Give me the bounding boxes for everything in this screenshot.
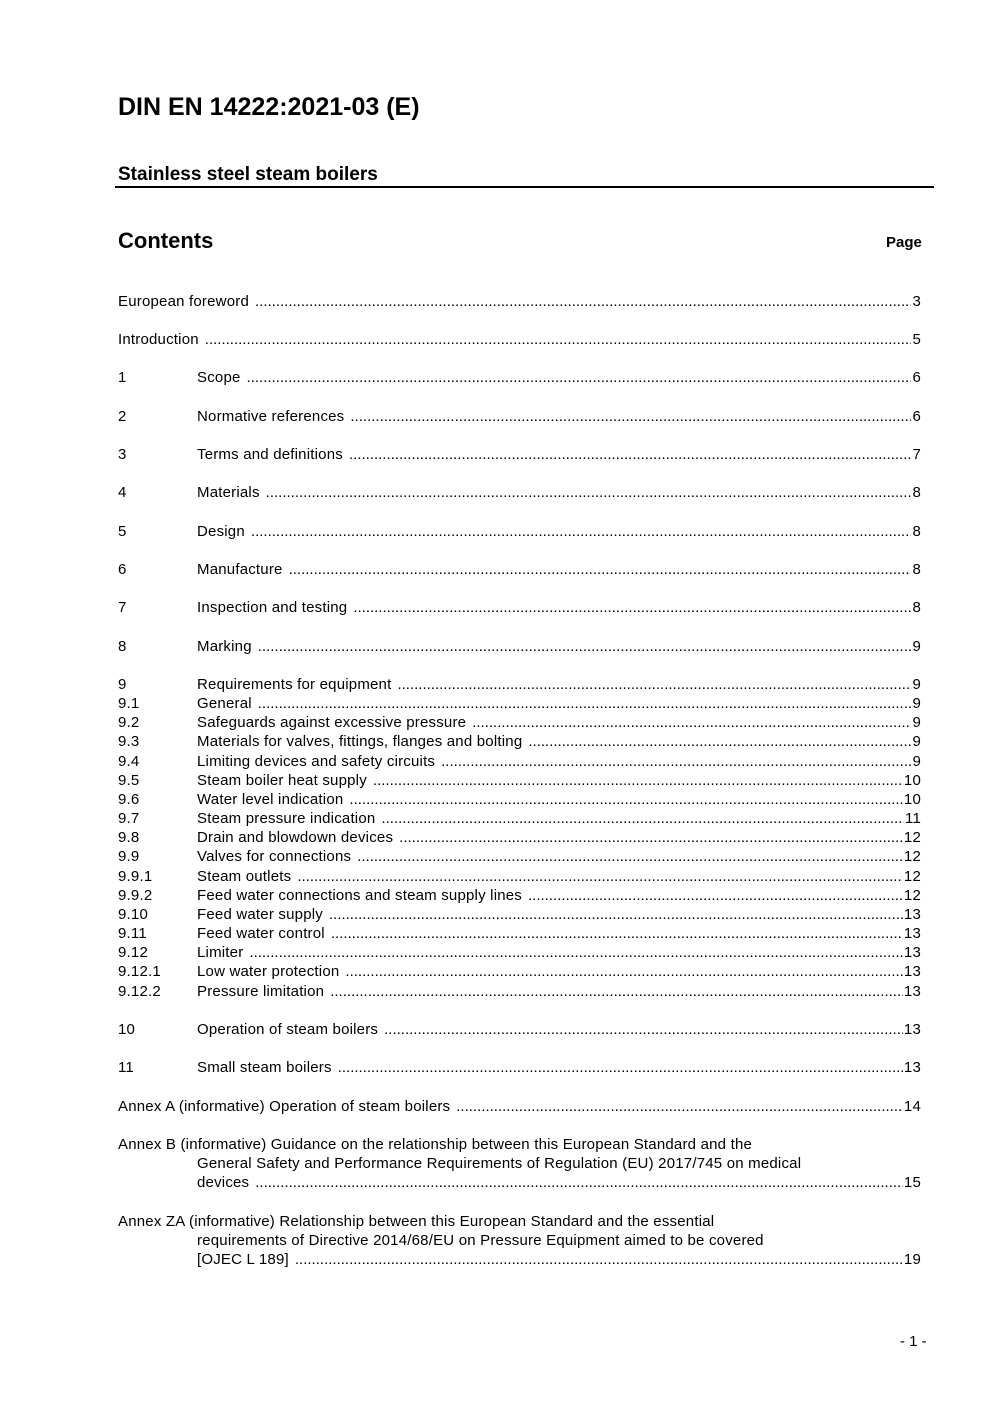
toc-section-title: Normative references	[197, 408, 345, 425]
toc-section-number: 9.9.2	[118, 887, 153, 904]
toc-page-number: 12	[903, 887, 921, 904]
toc-entry[interactable]	[118, 637, 921, 656]
toc-section-number: 9.11	[118, 925, 147, 942]
toc-dot-leader	[295, 1250, 903, 1269]
toc-section-number: 5	[118, 523, 127, 540]
toc-dot-leader	[349, 445, 912, 464]
toc-section-title: Materials for valves, fittings, flanges and bolting	[197, 733, 523, 750]
toc-page-number: 13	[903, 925, 921, 942]
toc-dot-leader	[528, 886, 903, 905]
toc-section-number: 9.4	[118, 753, 140, 770]
toc-annex-entry[interactable]	[118, 1135, 921, 1193]
toc-page-number: 19	[903, 1251, 921, 1269]
toc-line	[118, 905, 921, 924]
toc-annex-title: [OJEC L 189]	[197, 1251, 289, 1269]
toc-page-number: 11	[905, 810, 921, 827]
toc-dot-leader	[329, 905, 903, 924]
toc-dot-leader	[456, 1097, 903, 1116]
toc-section-number: 9.9.1	[118, 868, 153, 885]
toc-line	[118, 598, 921, 617]
toc-entry[interactable]	[118, 867, 921, 886]
toc-dot-leader	[255, 292, 911, 311]
toc-section-number: 2	[118, 408, 127, 425]
toc-line	[118, 330, 921, 349]
toc-line	[118, 292, 921, 311]
toc-line	[118, 368, 921, 387]
page-number: - 1 -	[900, 1333, 927, 1350]
toc-page-number: 7	[912, 446, 921, 463]
toc-line	[118, 522, 921, 541]
toc-page-number: 12	[903, 829, 921, 846]
toc-section-title: Materials	[197, 484, 260, 501]
document-id: DIN EN 14222:2021-03 (E)	[118, 93, 420, 121]
toc-section-title: Introduction	[118, 331, 199, 348]
toc-entry[interactable]	[118, 368, 921, 387]
toc-line	[118, 828, 921, 847]
toc-line	[118, 943, 921, 962]
toc-line	[118, 809, 921, 828]
toc-section-number: 11	[118, 1059, 134, 1076]
toc-page-number: 15	[903, 1174, 921, 1192]
toc-line	[118, 1250, 921, 1269]
toc-section-number: 6	[118, 561, 127, 578]
toc-section-number: 1	[118, 369, 127, 386]
toc-line	[118, 867, 921, 886]
toc-dot-leader	[249, 943, 902, 962]
toc-section-title: Safeguards against excessive pressure	[197, 714, 467, 731]
toc-line	[118, 790, 921, 809]
toc-section-number: 9.6	[118, 791, 140, 808]
toc-section-number: 9.8	[118, 829, 140, 846]
toc-page-number: 13	[903, 963, 921, 980]
toc-section-title: Limiter	[197, 944, 244, 961]
toc-dot-leader	[258, 694, 912, 713]
toc-line	[118, 637, 921, 656]
toc-section-number: 7	[118, 599, 127, 616]
toc-entry[interactable]	[118, 943, 921, 962]
toc-section-title: Steam boiler heat supply	[197, 772, 367, 789]
toc-entry[interactable]	[118, 752, 921, 771]
toc-section-number: 9.1	[118, 695, 140, 712]
toc-page-number: 12	[903, 868, 921, 885]
toc-section-title: Scope	[197, 369, 241, 386]
toc-section-number: 9.2	[118, 714, 140, 731]
toc-section-number: 9.12	[118, 944, 148, 961]
toc-section-title: Steam outlets	[197, 868, 292, 885]
toc-section-title: Valves for connections	[197, 848, 352, 865]
toc-dot-leader	[251, 522, 912, 541]
toc-dot-leader	[397, 675, 911, 694]
toc-page-number: 13	[903, 1059, 921, 1076]
toc-line	[118, 694, 921, 713]
toc-entry[interactable]	[118, 924, 921, 943]
toc-dot-leader	[399, 828, 903, 847]
toc-page-number: 9	[912, 753, 921, 770]
toc-entry[interactable]	[118, 407, 921, 426]
toc-annex-title-line: General Safety and Performance Requirements of Regulation (EU) 2017/745 on medical	[197, 1155, 802, 1173]
toc-section-title: European foreword	[118, 293, 249, 310]
toc-entry[interactable]	[118, 1020, 921, 1039]
toc-entry[interactable]	[118, 982, 921, 1001]
toc-section-title: Operation of steam boilers	[197, 1021, 379, 1038]
document-title: Stainless steel steam boilers	[118, 164, 378, 185]
toc-line	[118, 1097, 921, 1116]
toc-dot-leader	[297, 867, 903, 886]
toc-section-number: 9.9	[118, 848, 140, 865]
toc-section-title: Pressure limitation	[197, 983, 325, 1000]
toc-dot-leader	[289, 560, 912, 579]
toc-section-title: Feed water supply	[197, 906, 323, 923]
toc-section-number: 8	[118, 638, 127, 655]
toc-line	[118, 1173, 921, 1192]
toc-line	[118, 962, 921, 981]
toc-annex-title: devices	[197, 1174, 250, 1192]
toc-page-number: 3	[912, 293, 921, 310]
toc-line	[118, 1058, 921, 1077]
toc-section-title: Low water protection	[197, 963, 340, 980]
toc-page-number: 10	[903, 772, 921, 789]
toc-section-number: 3	[118, 446, 127, 463]
toc-annex-entry[interactable]	[118, 1097, 921, 1116]
toc-page-number: 6	[912, 369, 921, 386]
toc-line	[118, 752, 921, 771]
contents-heading: Contents	[118, 228, 214, 253]
toc-page-number: 10	[903, 791, 921, 808]
toc-dot-leader	[381, 809, 904, 828]
toc-entry[interactable]	[118, 713, 921, 732]
toc-section-title: Limiting devices and safety circuits	[197, 753, 436, 770]
toc-entry[interactable]	[118, 483, 921, 502]
toc-dot-leader	[205, 330, 912, 349]
toc-entry[interactable]	[118, 445, 921, 464]
toc-dot-leader	[266, 483, 912, 502]
toc-dot-leader	[345, 962, 903, 981]
toc-line	[118, 560, 921, 579]
toc-dot-leader	[528, 732, 911, 751]
toc-line	[118, 713, 921, 732]
toc-dot-leader	[373, 771, 903, 790]
toc-annex-title-line: Annex ZA (informative) Relationship between this European Standard and the essential	[118, 1213, 715, 1230]
toc-line	[118, 407, 921, 426]
toc-entry[interactable]	[118, 330, 921, 349]
toc-annex-title: Annex A (informative) Operation of steam boilers	[118, 1098, 451, 1115]
toc-annex-title-line: requirements of Directive 2014/68/EU on Pressure Equipment aimed to be covered	[197, 1232, 764, 1250]
toc-section-title: Water level indication	[197, 791, 344, 808]
toc-page-number: 6	[912, 408, 921, 425]
toc-entry[interactable]	[118, 809, 921, 828]
toc-page-number: 5	[912, 331, 921, 348]
toc-page-number: 13	[903, 1021, 921, 1038]
toc-page-number: 9	[912, 733, 921, 750]
toc-line	[118, 771, 921, 790]
toc-page-number: 8	[912, 599, 921, 616]
toc-dot-leader	[247, 368, 912, 387]
toc-dot-leader	[353, 598, 911, 617]
toc-entry[interactable]	[118, 847, 921, 866]
toc-section-title: Steam pressure indication	[197, 810, 376, 827]
toc-entry[interactable]	[118, 886, 921, 905]
toc-page-number: 13	[903, 944, 921, 961]
toc-section-number: 9.3	[118, 733, 140, 750]
toc-section-number: 10	[118, 1021, 136, 1038]
toc-line	[118, 982, 921, 1001]
toc-section-title: Design	[197, 523, 245, 540]
toc-section-number: 9	[118, 676, 127, 693]
toc-entry[interactable]	[118, 1058, 921, 1077]
toc-entry[interactable]	[118, 771, 921, 790]
toc-entry[interactable]	[118, 732, 921, 751]
toc-dot-leader	[350, 407, 911, 426]
page-column-heading: Page	[886, 234, 922, 251]
toc-section-number: 9.10	[118, 906, 148, 923]
toc-page-number: 13	[903, 983, 921, 1000]
toc-entry[interactable]	[118, 560, 921, 579]
toc-line	[118, 1020, 921, 1039]
toc-section-title: Feed water connections and steam supply lines	[197, 887, 523, 904]
toc-section-number: 4	[118, 484, 127, 501]
toc-page-number: 8	[912, 484, 921, 501]
toc-dot-leader	[255, 1173, 903, 1192]
toc-line	[118, 847, 921, 866]
toc-section-number: 9.5	[118, 772, 140, 789]
toc-entry[interactable]	[118, 694, 921, 713]
toc-line	[118, 483, 921, 502]
toc-section-title: Inspection and testing	[197, 599, 348, 616]
toc-section-number: 9.12.1	[118, 963, 161, 980]
toc-line	[118, 732, 921, 751]
toc-annex-entry[interactable]	[118, 1212, 921, 1270]
toc-dot-leader	[357, 847, 903, 866]
toc-section-number: 9.12.2	[118, 983, 161, 1000]
toc-line	[118, 675, 921, 694]
toc-page-number: 9	[912, 714, 921, 731]
toc-section-title: Drain and blowdown devices	[197, 829, 394, 846]
toc-section-title: Marking	[197, 638, 252, 655]
toc-section-title: General	[197, 695, 252, 712]
toc-dot-leader	[258, 637, 912, 656]
toc-annex-title-line: Annex B (informative) Guidance on the relationship between this European Standard and the	[118, 1136, 753, 1153]
toc-section-title: Small steam boilers	[197, 1059, 332, 1076]
toc-section-title: Requirements for equipment	[197, 676, 392, 693]
toc-dot-leader	[384, 1020, 903, 1039]
toc-dot-leader	[331, 924, 903, 943]
toc-dot-leader	[338, 1058, 903, 1077]
toc-page-number: 12	[903, 848, 921, 865]
toc-section-title: Manufacture	[197, 561, 283, 578]
toc-line	[118, 886, 921, 905]
toc-page-number: 9	[912, 695, 921, 712]
toc-section-title: Terms and definitions	[197, 446, 343, 463]
toc-entry[interactable]	[118, 962, 921, 981]
toc-page-number: 13	[903, 906, 921, 923]
toc-entry[interactable]	[118, 598, 921, 617]
toc-entry[interactable]	[118, 675, 921, 694]
title-rule	[115, 186, 934, 188]
toc-line	[118, 445, 921, 464]
toc-page-number: 8	[912, 523, 921, 540]
toc-entry[interactable]	[118, 292, 921, 311]
toc-dot-leader	[349, 790, 902, 809]
toc-dot-leader	[472, 713, 911, 732]
toc-page-number: 9	[912, 638, 921, 655]
toc-page-number: 8	[912, 561, 921, 578]
toc-section-title: Feed water control	[197, 925, 325, 942]
toc-dot-leader	[441, 752, 911, 771]
toc-section-number: 9.7	[118, 810, 140, 827]
toc-line	[118, 924, 921, 943]
toc-entry[interactable]	[118, 790, 921, 809]
toc-entry[interactable]	[118, 828, 921, 847]
toc-page-number: 14	[903, 1098, 921, 1115]
toc-dot-leader	[330, 982, 903, 1001]
toc-entry[interactable]	[118, 905, 921, 924]
toc-entry[interactable]	[118, 522, 921, 541]
toc-page-number: 9	[912, 676, 921, 693]
